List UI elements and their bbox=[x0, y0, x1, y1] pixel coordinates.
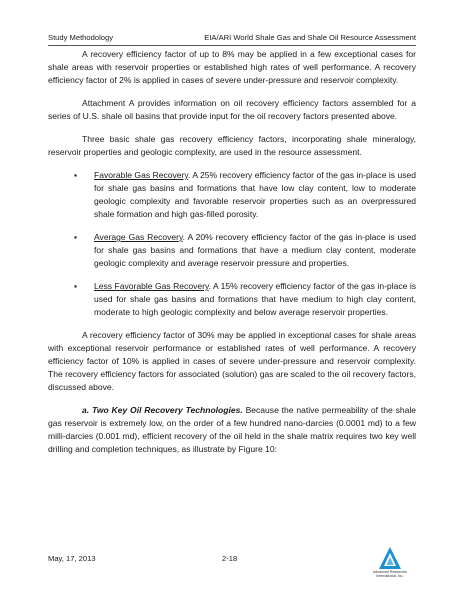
logo-line-2: International, Inc. bbox=[376, 574, 404, 578]
paragraph-oil-recovery-factors: A recovery efficiency factor of up to 8% may be applied in a few exceptional cases for shale areas with reservoir properties or established high rates of well performance. A recovery efficiency factor of 2% is applied in cases of severe under-pressure and reservoir complexity. bbox=[48, 49, 416, 85]
paragraph-key-technologies bbox=[48, 404, 416, 456]
page-footer bbox=[48, 552, 416, 592]
logo-line-1: Advanced Resources bbox=[372, 570, 408, 574]
term-favorable-gas-recovery: Favorable Gas Recovery bbox=[94, 170, 189, 180]
text-average-gas-recovery: . A 20% recovery efficiency factor of the gas in-place is used for shale gas basins and formations that have a medium clay content, moderate geologic complexity and average reservoir pressure and properties. bbox=[94, 232, 416, 268]
bullet-icon: ▪ bbox=[74, 281, 78, 291]
page-number: 2-18 bbox=[222, 554, 238, 563]
text-favorable-gas-recovery: . A 25% recovery efficiency factor of the gas in-place is used for shale gas basins and formations that have low clay content, low to moderate geologic complexity and favorable reservoir properties such as an overpressured shale formation and high gas-filled porosity. bbox=[94, 170, 417, 219]
page-body bbox=[48, 48, 416, 466]
key-technologies-text: Because the native permeability of the shale gas reservoir is extremely low, on the order of a few hundred nano-darcies (0.0001 md) to a few milli-darcies (0.001 md), efficient recovery of the oil held in the shale matrix requires two key well drilling and completion techniques, as illustrate by Figure 10: bbox=[48, 405, 417, 454]
paragraph-gas-recovery-exceptions: A recovery efficiency factor of 30% may be applied in exceptional cases for shale areas with exceptional reservoir performance or established rates of well performance. A recovery efficiency factor of 10% is applied in cases of severe under-pressure and reservoir complexity. The recovery efficiency factors for associated (solution) gas are scaled to the oil recovery factors, discussed above. bbox=[48, 330, 416, 392]
paragraph-attachment-a: Attachment A provides information on oil recovery efficiency factors assembled for a series of U.S. shale oil basins that provide input for the oil recovery factors presented above. bbox=[48, 98, 416, 121]
gas-recovery-list bbox=[48, 169, 416, 319]
header-section-title: Study Methodology bbox=[48, 33, 114, 42]
list-item-less-favorable bbox=[48, 280, 416, 319]
header-report-title: EIA/ARI World Shale Gas and Shale Oil Resource Assessment bbox=[204, 33, 416, 42]
bullet-icon: ▪ bbox=[74, 170, 78, 180]
list-item-favorable bbox=[48, 169, 416, 221]
text-less-favorable-gas-recovery: . A 15% recovery efficiency factor of the gas in-place is used for shale gas basins and formations that have medium to high clay content, moderate to high geologic complexity and below average reservoir properties. bbox=[94, 281, 416, 317]
term-average-gas-recovery: Average Gas Recovery bbox=[94, 232, 183, 242]
page-header bbox=[48, 28, 416, 46]
footer-date: May, 17, 2013 bbox=[48, 554, 96, 563]
paragraph-gas-recovery-intro: Three basic shale gas recovery efficiency factors, incorporating shale mineralogy, reservoir properties and geologic complexity, are used in the resource assessment. bbox=[48, 134, 416, 157]
term-less-favorable-gas-recovery: Less Favorable Gas Recovery bbox=[94, 281, 209, 291]
section-heading-key-technologies: a. Two Key Oil Recovery Technologies. bbox=[82, 405, 243, 415]
list-item-average bbox=[48, 231, 416, 270]
bullet-icon: ▪ bbox=[74, 232, 78, 242]
company-logo bbox=[364, 546, 416, 578]
logo-mark-icon bbox=[378, 546, 402, 570]
